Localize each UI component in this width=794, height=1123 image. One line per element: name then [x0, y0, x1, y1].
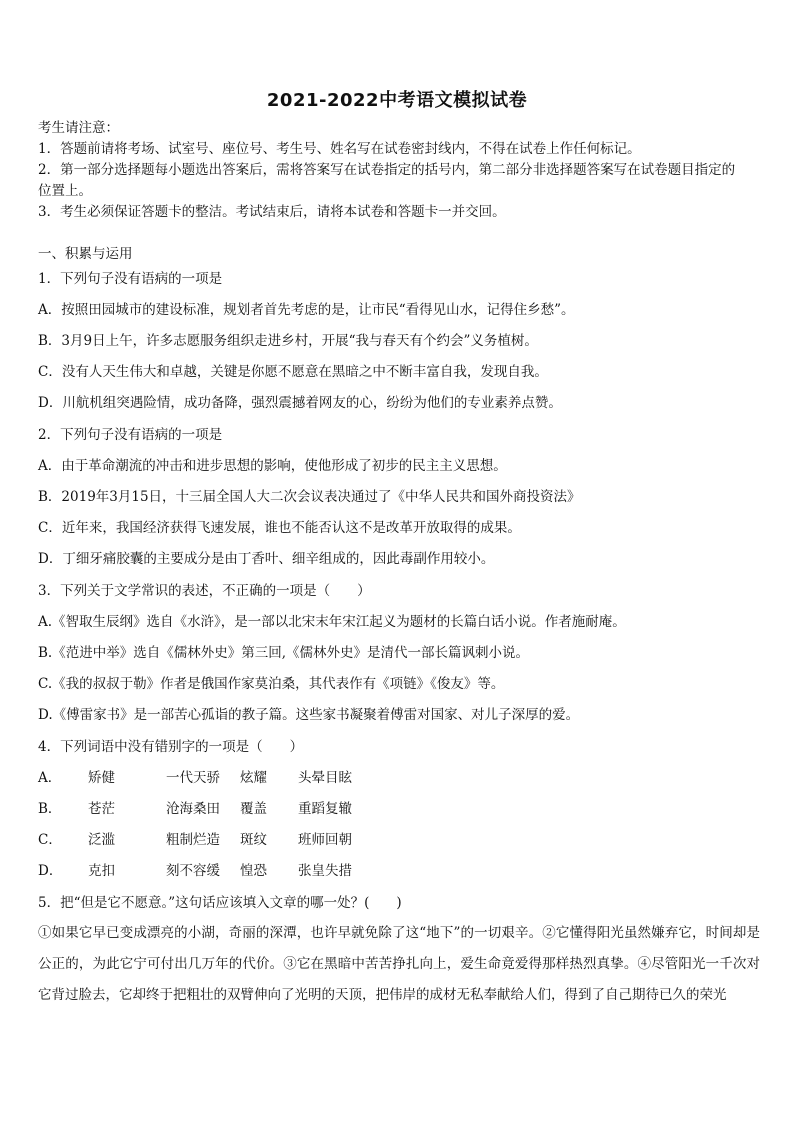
notice-heading: 考生请注意： — [38, 120, 119, 136]
q3-option-c: C.《我的叔叔于勒》作者是俄国作家莫泊桑，其代表作有《项链》《俊友》等。 — [38, 676, 505, 692]
q1-stem: 1．下列句子没有语病的一项是 — [38, 271, 223, 287]
word: 矫健 — [88, 770, 115, 786]
word: 张皇失措 — [298, 863, 352, 879]
q2-option-a: A．由于革命潮流的冲击和进步思想的影响，使他形成了初步的民主主义思想。 — [38, 458, 507, 474]
q4-stem: 4．下列词语中没有错别字的一项是（ ） — [38, 739, 304, 755]
q4-option-d — [38, 861, 388, 881]
word: 克扣 — [88, 863, 115, 879]
q1-option-b: B．3月9日上午，许多志愿服务组织走进乡村，开展“我与春天有个约会”义务植树。 — [38, 333, 538, 349]
q3-option-d: D.《傅雷家书》是一部苦心孤诣的教子篇。这些家书凝聚着傅雷对国家、对儿子深厚的爱。 — [38, 707, 580, 723]
option-label: A． — [38, 770, 62, 786]
page-title: 2021-2022中考语文模拟试卷 — [266, 90, 528, 111]
notice-item-2-cont: 位置上。 — [38, 183, 92, 199]
q2-stem: 2．下列句子没有语病的一项是 — [38, 427, 223, 443]
q4-option-a — [38, 768, 388, 788]
notice-item-3: 3．考生必须保证答题卡的整洁。考试结束后，请将本试卷和答题卡一并交回。 — [38, 204, 506, 220]
word: 重蹈复辙 — [298, 801, 352, 817]
word: 炫耀 — [240, 770, 267, 786]
word: 一代天骄 — [166, 770, 220, 786]
q3-option-a: A.《智取生辰纲》选自《水浒》，是一部以北宋末年宋江起义为题材的长篇白话小说。作者施耐庵。 — [38, 614, 626, 630]
word: 头晕目眩 — [298, 770, 352, 786]
option-label: C． — [38, 832, 62, 848]
q2-option-d: D．丁细牙痛胶囊的主要成分是由丁香叶、细辛组成的，因此毒副作用较小。 — [38, 551, 495, 567]
word: 惶恐 — [240, 863, 267, 879]
word: 粗制烂造 — [166, 832, 220, 848]
word: 斑纹 — [240, 832, 267, 848]
q4-option-c — [38, 830, 388, 850]
q5-passage: ①如果它早已变成漂亮的小湖，奇丽的深潭，也许早就免除了这“地下”的一切艰辛。②它懂得阳光虽然嫌弃它，时间却是公正的，为此它宁可付出几万年的代价。③它在黑暗中苦苦挣扎向上，爱生命竟爱得那样热烈真挚。④尽管阳光一千次对它背过脸去，它却终于把粗壮的双臂伸向了光明的天顶，把伟岸的成材无私奉献给人们，得到了自己期待已久的荣光 — [38, 925, 760, 1003]
q1-option-d: D．川航机组突遇险情，成功备降，强烈震撼着网友的心，纷纷为他们的专业素养点赞。 — [38, 395, 562, 411]
word: 班师回朝 — [298, 832, 352, 848]
q1-option-c: C．没有人天生伟大和卓越，关键是你愿不愿意在黑暗之中不断丰富自我，发现自我。 — [38, 364, 548, 380]
q3-stem: 3．下列关于文学常识的表述，不正确的一项是（ ） — [38, 583, 371, 599]
q4-option-b — [38, 799, 388, 819]
section-heading: 一、积累与运用 — [38, 246, 133, 262]
q1-option-a: A．按照田园城市的建设标准，规划者首先考虑的是，让市民“看得见山水，记得住乡愁”。 — [38, 302, 575, 318]
word: 泛滥 — [88, 832, 115, 848]
word: 刻不容缓 — [166, 863, 220, 879]
notice-item-1: 1．答题前请将考场、试室号、座位号、考生号、姓名写在试卷密封线内，不得在试卷上作任何标记。 — [38, 141, 641, 157]
word: 覆盖 — [240, 801, 267, 817]
q2-option-b: B．2019年3月15日，十三届全国人大二次会议表决通过了《中华人民共和国外商投资法》 — [38, 489, 581, 505]
q5-stem: 5．把“但是它不愿意。”这句话应该填入文章的哪一处？( ) — [38, 895, 402, 911]
notice-item-2: 2．第一部分选择题每小题选出答案后，需将答案写在试卷指定的括号内，第二部分非选择题答案写在试卷题目指定的 — [38, 162, 736, 178]
word: 沧海桑田 — [166, 801, 220, 817]
option-label: D． — [38, 863, 63, 879]
q3-option-b: B.《范进中举》选自《儒林外史》第三回,《儒林外史》是清代一部长篇讽刺小说。 — [38, 645, 530, 661]
option-label: B． — [38, 801, 62, 817]
word: 苍茫 — [88, 801, 115, 817]
q2-option-c: C．近年来，我国经济获得飞速发展，谁也不能否认这不是改革开放取得的成果。 — [38, 520, 521, 536]
